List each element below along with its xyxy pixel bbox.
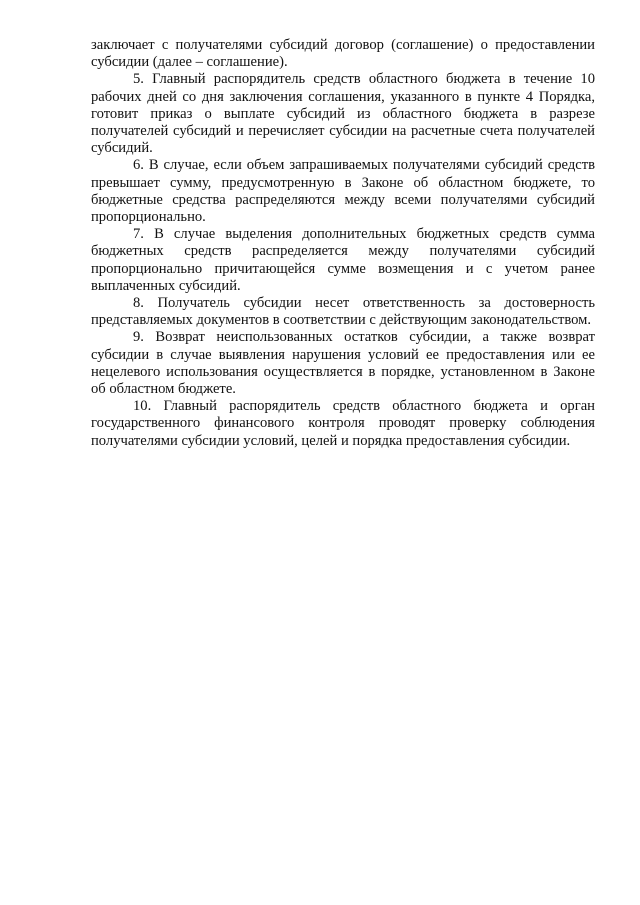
paragraph-item-8: 8. Получатель субсидии несет ответственность за достоверность представляемых документов в соответствии с действующим законодательством. — [91, 295, 595, 329]
paragraph-continuation: заключает с получателями субсидий договор (соглашение) о предоставлении субсидии (далее – соглашение). — [91, 37, 595, 71]
paragraph-item-5: 5. Главный распорядитель средств областного бюджета в течение 10 рабочих дней со дня заключения соглашения, указанного в пункте 4 Порядка, готовит приказ о выплате субсидий из областного бюджета в разрезе получателей субсидий и перечисляет субсидии на расчетные счета получателей субсидий. — [91, 71, 595, 157]
document-page — [91, 37, 595, 450]
paragraph-item-9: 9. Возврат неиспользованных остатков субсидии, а также возврат субсидии в случае выявления нарушения условий ее предоставления или ее нецелевого использования осуществляется в порядке, установленном в Законе об областном бюджете. — [91, 329, 595, 398]
paragraph-item-6: 6. В случае, если объем запрашиваемых получателями субсидий средств превышает сумму, предусмотренную в Законе об областном бюджете, то бюджетные средства распределяются между всеми получателями субсидий пропорционально. — [91, 157, 595, 226]
paragraph-item-10: 10. Главный распорядитель средств областного бюджета и орган государственного финансового контроля проводят проверку соблюдения получателями субсидии условий, целей и порядка предоставления субсидии. — [91, 398, 595, 449]
paragraph-item-7: 7. В случае выделения дополнительных бюджетных средств сумма бюджетных средств распределяется между получателями субсидий пропорционально причитающейся сумме возмещения и с учетом ранее выплаченных субсидий. — [91, 226, 595, 294]
